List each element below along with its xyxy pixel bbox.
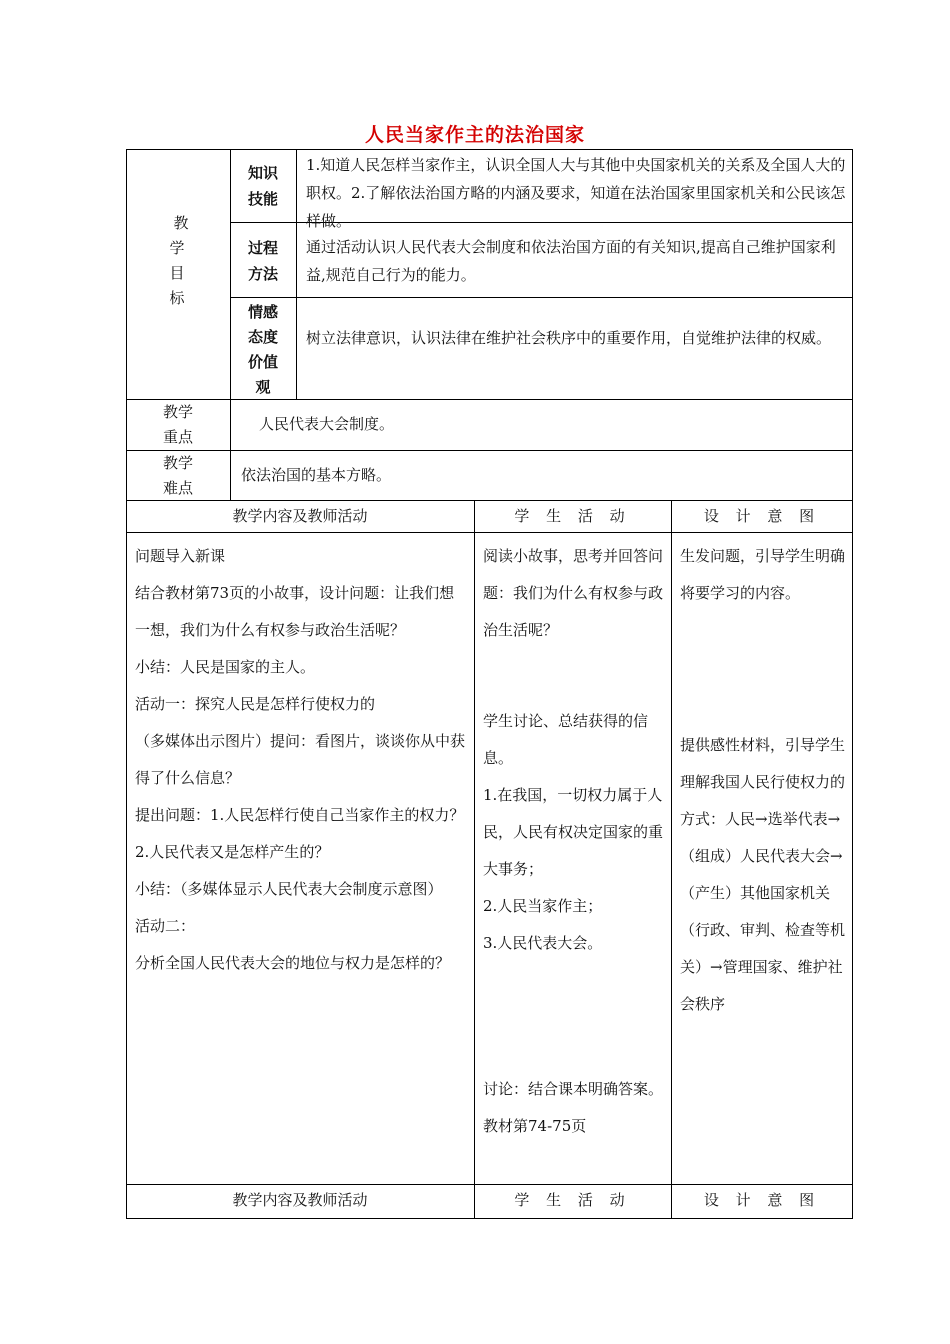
list-item: 活动一：探究人民是怎样行使权力的 — [135, 695, 376, 713]
process-method-label — [230, 235, 296, 287]
lesson-table — [126, 149, 853, 1219]
process-method-text: 通过活动认识人民代表大会制度和依法治国方面的有关知识,提高自己维护国家利益,规范自己行为的能力。 — [306, 238, 836, 284]
label-line: 态度 — [247, 328, 278, 346]
list-item: 分析全国人民代表大会的地位与权力是怎样的？ — [135, 954, 451, 972]
label-line: 方法 — [247, 265, 278, 283]
label-line: 观 — [255, 378, 271, 396]
list-item: （多媒体出示图片）提问：看图片，谈谈你从中获得了什么信息？ — [135, 732, 466, 787]
key-point-label — [126, 400, 230, 450]
list-item: 2.人民代表又是怎样产生的？ — [135, 843, 330, 861]
label-line: 情感 — [247, 303, 278, 321]
list-item: 1.在我国，一切权力属于人民，人民有权决定国家的重大事务； — [483, 786, 664, 878]
list-item: 结合教材第73页的小故事，设计问题：让我们想一想，我们为什么有权参与政治生活呢？ — [135, 584, 455, 639]
col-header-student-repeat: 学 生 活 动 — [514, 1191, 631, 1209]
list-item: 活动二： — [135, 917, 196, 935]
knowledge-skills-label — [230, 160, 296, 212]
list-item: 提出问题：1.人民怎样行使自己当家作主的权力？ — [135, 806, 465, 824]
col-divider — [671, 500, 672, 1219]
label-line: 技能 — [247, 190, 278, 208]
col-divider — [296, 149, 297, 399]
table-border-bottom — [126, 1218, 853, 1219]
key-point-text: 人民代表大会制度。 — [259, 415, 395, 433]
objectives-label-char: 学 — [169, 239, 185, 257]
student-activity-1: 阅读小故事，思考并回答问题：我们为什么有权参与政治生活呢？ — [483, 547, 664, 639]
col-header-student: 学 生 活 动 — [514, 507, 631, 525]
table-border-top — [126, 149, 853, 150]
label-line: 教学 — [162, 454, 193, 472]
list-item: 问题导入新课 — [135, 547, 226, 565]
student-activity-3: 讨论：结合课本明确答案。教材第74-75页 — [483, 1080, 664, 1135]
objectives-label-char: 教 — [173, 214, 189, 232]
knowledge-skills-text: 1.知道人民怎样当家作主，认识全国人大与其他中央国家机关的关系及全国人大的职权。2.了解依法治国方略的内涵及要求，知道在法治国家里国家机关和公民该怎样做。 — [306, 156, 846, 230]
table-border-right — [852, 149, 853, 1219]
row-divider — [126, 532, 853, 533]
row-divider — [230, 297, 853, 298]
emotion-attitude-label — [230, 300, 296, 400]
design-intent-2: 提供感性材料，引导学生理解我国人民行使权力的方式：人民→选举代表→（组成）人民代表大会→（产生）其他国家机关（行政、审判、检查等机关）→管理国家、维护社会秩序 — [680, 736, 846, 1013]
row-divider — [126, 1184, 853, 1185]
label-line: 重点 — [162, 428, 193, 446]
label-line: 难点 — [162, 479, 193, 497]
objectives-label-char: 目 — [169, 264, 185, 282]
col-divider — [474, 500, 475, 1219]
label-line: 教学 — [162, 403, 193, 421]
student-activity-2 — [483, 703, 666, 962]
col-header-design-repeat: 设 计 意 图 — [703, 1191, 821, 1209]
page-title: 人民当家作主的法治国家 — [364, 124, 585, 146]
label-line: 价值 — [247, 353, 278, 371]
row-divider — [126, 450, 853, 451]
label-line: 知识 — [247, 164, 278, 182]
emotion-attitude-text: 树立法律意识，认识法律在维护社会秩序中的重要作用，自觉维护法律的权威。 — [306, 329, 832, 347]
list-item: 小结：（多媒体显示人民代表大会制度示意图） — [135, 880, 443, 898]
list-item: 2.人民当家作主； — [483, 897, 603, 915]
objectives-label-char: 标 — [169, 289, 185, 307]
table-border-left — [126, 149, 127, 1219]
label-line: 过程 — [247, 239, 278, 257]
col-header-teacher-repeat: 教学内容及教师活动 — [232, 1191, 368, 1209]
design-intent-1: 生发问题，引导学生明确将要学习的内容。 — [680, 547, 846, 602]
teacher-activity-content — [135, 538, 469, 982]
objectives-label — [166, 211, 196, 311]
col-header-design: 设 计 意 图 — [703, 507, 821, 525]
difficulty-text: 依法治国的基本方略。 — [241, 466, 392, 484]
difficulty-label — [126, 451, 230, 501]
row-divider — [126, 500, 853, 501]
list-item: 3.人民代表大会。 — [483, 934, 603, 952]
list-item: 学生讨论、总结获得的信息。 — [483, 712, 649, 767]
list-item: 小结：人民是国家的主人。 — [135, 658, 316, 676]
col-header-teacher: 教学内容及教师活动 — [232, 507, 368, 525]
